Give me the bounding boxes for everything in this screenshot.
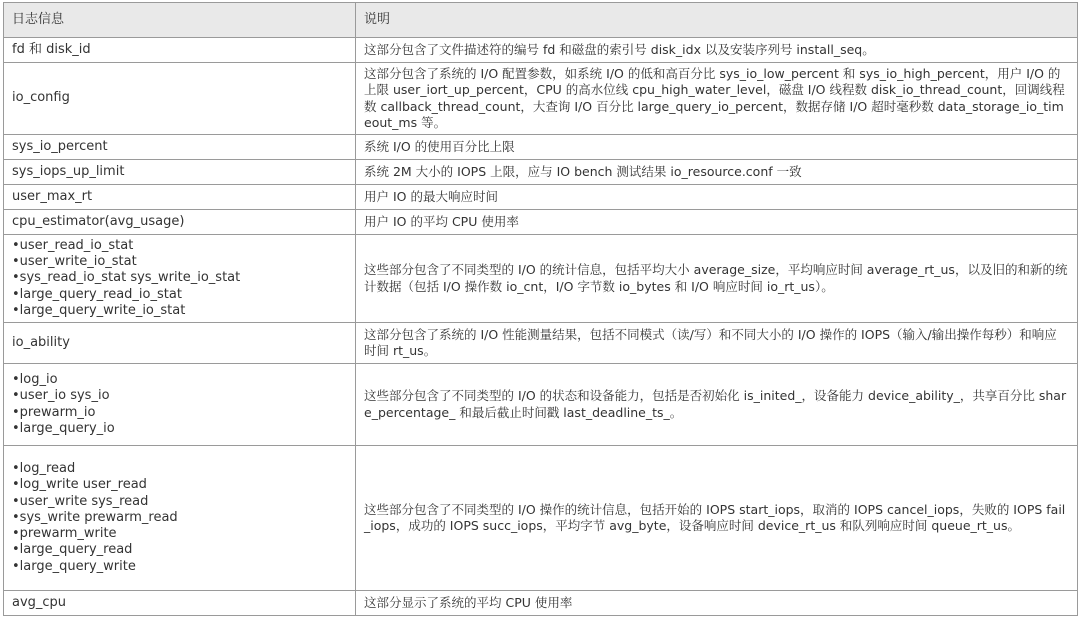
log-key-cell: [4, 446, 356, 591]
log-key-cell: [4, 38, 356, 63]
table-row: [4, 160, 1078, 185]
log-key-cell: [4, 210, 356, 235]
log-key-cell: [4, 135, 356, 160]
description-cell: 系统 2M 大小的 IOPS 上限，应与 IO bench 测试结果 io_resource.conf 一致: [356, 160, 1078, 185]
log-key-item: sys_io_percent: [12, 138, 108, 154]
log-key-item: •log_io: [12, 372, 58, 388]
log-key-item: cpu_estimator(avg_usage): [12, 213, 185, 229]
table-row: [4, 591, 1078, 616]
log-key-item: •user_write sys_read: [12, 493, 149, 509]
description-cell: 系统 I/O 的使用百分比上限: [356, 135, 1078, 160]
table-row: [4, 185, 1078, 210]
table-row: [4, 135, 1078, 160]
log-key-item: sys_iops_up_limit: [12, 163, 125, 179]
log-key-item: •large_query_write_io_stat: [12, 302, 186, 318]
log-info-table: [3, 2, 1078, 616]
log-key-item: •log_write user_read: [12, 477, 147, 493]
table-row: [4, 63, 1078, 135]
log-key-item: avg_cpu: [12, 594, 67, 610]
log-key-item: •log_read: [12, 461, 76, 477]
header-description: 说明: [356, 3, 1078, 38]
description-cell: 这部分包含了系统的 I/O 配置参数，如系统 I/O 的低和高百分比 sys_io_low_percent 和 sys_io_high_percent，用户 I/O 的上限 user_iort_up_percent，CPU 的高水位线 cpu_high_water_level，磁盘 I/O 线程数 disk_io_thread_count，回调线程数 callback_thread_count，大查询 I/O 百分比 large_query_io_percent，数据存储 I/O 超时毫秒数 data_storage_io_timeout_ms 等。: [356, 63, 1078, 135]
table-row: [4, 364, 1078, 446]
log-key-cell: [4, 63, 356, 135]
description-cell: 这些部分包含了不同类型的 I/O 的状态和设备能力，包括是否初始化 is_inited_，设备能力 device_ability_，共享百分比 share_percentage_ 和最后截止时间戳 last_deadline_ts_。: [356, 364, 1078, 446]
log-key-item: •user_write_io_stat: [12, 254, 137, 270]
description-cell: 这部分显示了系统的平均 CPU 使用率: [356, 591, 1078, 616]
description-cell: 用户 IO 的平均 CPU 使用率: [356, 210, 1078, 235]
log-key-item: io_ability: [12, 334, 70, 350]
header-log-info: 日志信息: [4, 3, 356, 38]
log-key-item: •prewarm_write: [12, 526, 117, 542]
table-row: [4, 38, 1078, 63]
description-cell: 这部分包含了系统的 I/O 性能测量结果，包括不同模式（读/写）和不同大小的 I/O 操作的 IOPS（输入/输出操作每秒）和响应时间 rt_us。: [356, 323, 1078, 364]
description-cell: 用户 IO 的最大响应时间: [356, 185, 1078, 210]
log-key-cell: [4, 160, 356, 185]
table-row: [4, 323, 1078, 364]
log-key-cell: [4, 235, 356, 323]
description-cell: 这些部分包含了不同类型的 I/O 的统计信息，包括平均大小 average_size，平均响应时间 average_rt_us，以及旧的和新的统计数据（包括 I/O 操作数 io_cnt，I/O 字节数 io_bytes 和 I/O 响应时间 io_rt_us）。: [356, 235, 1078, 323]
log-key-item: io_config: [12, 90, 70, 106]
log-key-item: •prewarm_io: [12, 404, 96, 420]
table-row: [4, 446, 1078, 591]
log-key-cell: [4, 323, 356, 364]
log-key-item: •large_query_write: [12, 558, 136, 574]
description-cell: 这些部分包含了不同类型的 I/O 操作的统计信息，包括开始的 IOPS start_iops，取消的 IOPS cancel_iops，失败的 IOPS fail_iops，成功的 IOPS succ_iops，平均字节 avg_byte，设备响应时间 device_rt_us 和队列响应时间 queue_rt_us。: [356, 446, 1078, 591]
log-key-cell: [4, 591, 356, 616]
log-key-item: •user_io sys_io: [12, 388, 110, 404]
log-key-item: •sys_write prewarm_read: [12, 509, 178, 525]
log-key-cell: [4, 185, 356, 210]
log-key-item: •user_read_io_stat: [12, 237, 134, 253]
log-key-cell: [4, 364, 356, 446]
log-key-item: •large_query_io: [12, 420, 115, 436]
description-cell: 这部分包含了文件描述符的编号 fd 和磁盘的索引号 disk_idx 以及安装序列号 install_seq。: [356, 38, 1078, 63]
table-header-row: [4, 3, 1078, 38]
table-row: [4, 235, 1078, 323]
log-key-item: user_max_rt: [12, 188, 93, 204]
log-key-item: •sys_read_io_stat sys_write_io_stat: [12, 270, 241, 286]
log-key-item: fd 和 disk_id: [12, 41, 91, 57]
table-row: [4, 210, 1078, 235]
log-key-item: •large_query_read_io_stat: [12, 286, 182, 302]
log-key-item: •large_query_read: [12, 542, 133, 558]
